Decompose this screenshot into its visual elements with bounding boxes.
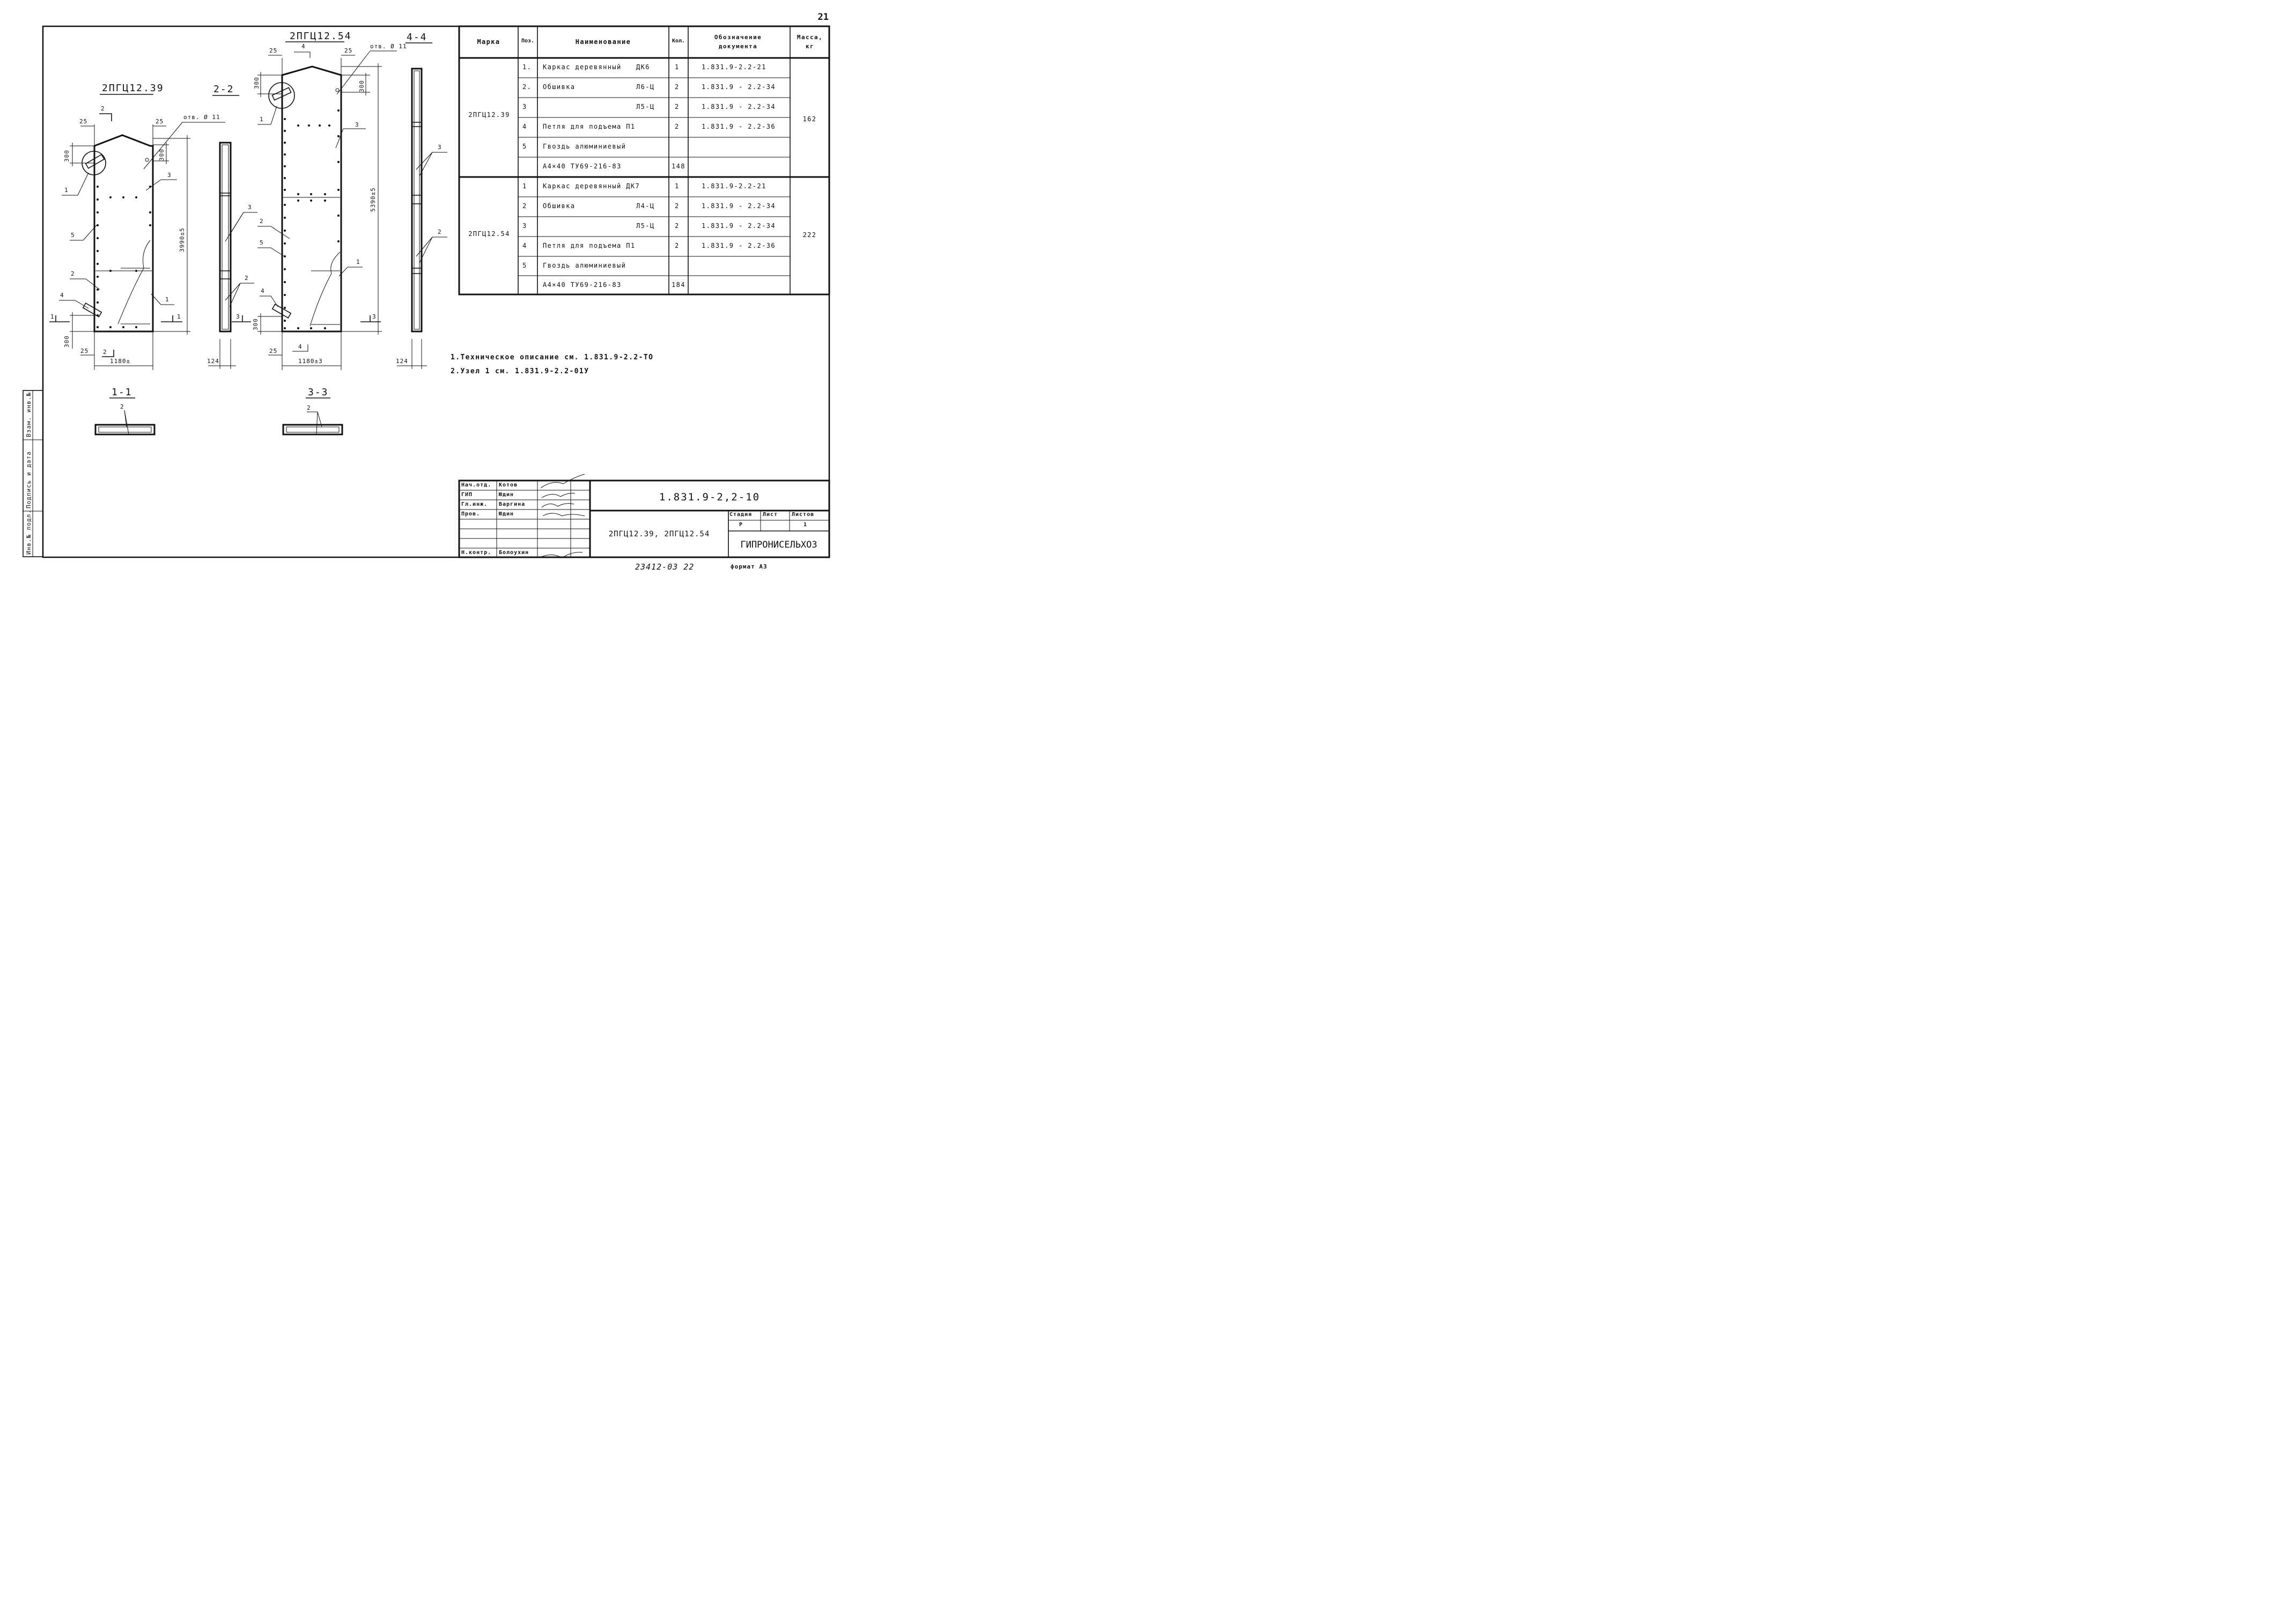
s22-callout-3: 3 <box>248 204 252 211</box>
tb-name-3: Юдин <box>499 511 514 517</box>
dim-1180-p2: 1180±3 <box>298 358 323 365</box>
row-qty: 1 <box>675 182 680 190</box>
s11-callout-2: 2 <box>120 403 124 410</box>
row-qty: 2 <box>675 202 680 210</box>
table-row <box>459 98 829 117</box>
section-mark-1-right: 1 <box>177 313 181 320</box>
p2-callout-4: 4 <box>261 287 265 294</box>
section-3-3 <box>283 387 342 434</box>
s22-callout-2: 2 <box>245 275 249 282</box>
p2-callout-3: 3 <box>355 121 359 128</box>
note-2: 2.Узел 1 см. 1.831.9-2.2-01У <box>451 367 589 375</box>
dim-300-p2-right: 300 <box>358 80 365 92</box>
tb-name-1: Юдин <box>499 492 514 498</box>
dim-25-p2-bottom: 25 <box>269 348 278 355</box>
tb-role-2: Гл.инж. <box>461 501 488 507</box>
row-qty: 148 <box>672 163 685 170</box>
row-name: Обшивка <box>543 202 576 210</box>
row-qty: 2 <box>675 83 680 91</box>
tb-name-2: Варгина <box>499 501 526 507</box>
section-2-2 <box>207 84 257 369</box>
header-pos: Поз. <box>521 38 535 44</box>
row-doc: 1.831.9 - 2.2-34 <box>702 103 776 110</box>
dim-5390: 5390±5 <box>370 187 377 212</box>
dim-300-p1-bottom: 300 <box>63 335 70 348</box>
group2-mark: 2ПГЦ12.54 <box>468 230 510 238</box>
spec-table <box>459 26 829 294</box>
stamp-inv-orig: Инв.№ подл. <box>25 510 32 555</box>
table-row <box>459 237 829 256</box>
row-pos: 3 <box>522 222 527 230</box>
s44-callout-3: 3 <box>438 144 442 151</box>
row-name: Петля для подъема П1 <box>543 242 636 249</box>
format-label: формат А3 <box>731 563 768 570</box>
section-1-1 <box>95 387 154 434</box>
page-number: 21 <box>817 12 829 23</box>
table-row <box>459 157 829 177</box>
table-row <box>459 58 829 78</box>
dim-3990: 3990±5 <box>179 227 186 252</box>
tb-name-6: Болоухин <box>499 550 529 556</box>
p1-callout-1: 1 <box>64 187 69 194</box>
row-pos: 2 <box>522 202 527 210</box>
row-doc: 1.831.9-2.2-21 <box>702 182 766 190</box>
row-doc: 1.831.9-2.2-21 <box>702 63 766 71</box>
dim-25-p1-left: 25 <box>79 118 88 125</box>
row-name: Гвоздь алюминиевый <box>543 143 626 150</box>
s33-callout-2: 2 <box>307 404 311 411</box>
dim-4-p2-top: 4 <box>301 43 306 50</box>
title-block <box>459 481 829 557</box>
row-pos: 1. <box>522 63 532 71</box>
dim-25-p1-bottom: 25 <box>80 348 89 355</box>
row-pos: 4 <box>522 123 527 130</box>
p1-callout-3: 3 <box>167 172 172 179</box>
tb-role-6: Н.контр. <box>461 550 492 556</box>
header-mass: Масса, кг <box>797 34 823 50</box>
s44-callout-2: 2 <box>438 228 442 235</box>
table-row <box>459 177 829 197</box>
org-name: ГИПРОНИСЕЛЬХОЗ <box>740 540 817 550</box>
p2-callout-5: 5 <box>260 239 264 246</box>
table-row <box>459 117 829 137</box>
section-4-4-title: 4-4 <box>407 32 427 43</box>
doc-code: 1.831.9-2,2-10 <box>659 491 761 503</box>
p2-callout-1b: 1 <box>356 259 360 265</box>
stamp-replace-inv: Взам. инв.№ <box>25 392 32 437</box>
row-qty: 2 <box>675 222 680 230</box>
p1-callout-4: 4 <box>60 292 64 299</box>
row-doc: 1.831.9 - 2.2-34 <box>702 83 776 91</box>
note-1: 1.Техническое описание см. 1.831.9-2.2-ТО <box>451 353 654 361</box>
stamp-signature-date: Подпись и дата <box>25 451 32 508</box>
p1-callout-1b: 1 <box>165 296 169 303</box>
stage-value: Р <box>739 522 743 528</box>
group2-mass: 222 <box>802 231 817 239</box>
panel-2pgc1254 <box>252 31 407 370</box>
group1-mass: 162 <box>802 115 817 123</box>
row-doc: 1.831.9 - 2.2-34 <box>702 222 776 230</box>
header-mark: Марка <box>477 38 500 46</box>
row-qty: 184 <box>672 281 685 289</box>
row-qty: 2 <box>675 123 680 130</box>
s22-mark-3: 3 <box>236 313 240 320</box>
tb-name-0: Котов <box>499 482 518 488</box>
sheets-value: 1 <box>803 522 808 528</box>
sheet-label: Лист <box>763 512 778 518</box>
section-4-4 <box>396 32 447 369</box>
row-code: Л6-Ц <box>636 83 655 91</box>
dim-1180-p1: 1180± <box>110 358 131 365</box>
row-code: Л4-Ц <box>636 202 655 210</box>
dim-25-p1-right: 25 <box>156 118 164 125</box>
section-mark-2-top: 2 <box>101 105 105 112</box>
row-pos: 2. <box>522 83 532 91</box>
row-name: Гвоздь алюминиевый <box>543 262 626 269</box>
section-mark-1-left: 1 <box>50 313 55 320</box>
row-name: А4×40 ТУ69-216-83 <box>543 163 622 170</box>
dim-124-s44: 124 <box>396 358 408 365</box>
p2-mark-3: 3 <box>372 313 377 320</box>
section-3-3-title: 3-3 <box>308 387 329 398</box>
panel1-title: 2ПГЦ12.39 <box>102 83 164 94</box>
table-row <box>459 276 829 294</box>
row-code: Л5-Ц <box>636 222 655 230</box>
table-row <box>459 256 829 276</box>
row-qty: 2 <box>675 242 680 249</box>
archive-number: 23412-03 22 <box>635 562 695 572</box>
p2-callout-1: 1 <box>260 116 264 123</box>
group1-mark: 2ПГЦ12.39 <box>468 111 510 119</box>
left-stamp <box>23 390 43 557</box>
dim-300-p1-top: 300 <box>63 150 70 162</box>
row-name: Обшивка <box>543 83 576 91</box>
row-pos: 5 <box>522 262 527 269</box>
stage-label: Стадия <box>729 512 753 518</box>
tb-role-1: ГИП <box>461 492 473 498</box>
row-qty: 2 <box>675 103 680 110</box>
section-1-1-title: 1-1 <box>112 387 132 398</box>
row-doc: 1.831.9 - 2.2-36 <box>702 123 776 130</box>
tb-role-3: Пров. <box>461 511 481 517</box>
row-qty: 1 <box>675 63 680 71</box>
table-row <box>459 78 829 98</box>
header-name: Наименование <box>575 38 631 46</box>
notes <box>451 351 653 379</box>
hole-label-p2: отв. Ø 11 <box>370 43 407 50</box>
tb-role-0: Нач.отд. <box>461 482 492 488</box>
dim-25-p2-right: 25 <box>344 47 353 54</box>
row-name: А4×40 ТУ69-216-83 <box>543 281 622 289</box>
row-doc: 1.831.9 - 2.2-36 <box>702 242 776 249</box>
dim-300-p2-bottom: 300 <box>252 318 259 330</box>
header-doc: Обозначение документа <box>714 34 762 50</box>
row-pos: 1 <box>522 182 527 190</box>
header-qty: Кол. <box>672 38 685 44</box>
row-pos: 3 <box>522 103 527 110</box>
panel-2pgc1239 <box>49 83 225 370</box>
row-name: Петля для подъема П1 <box>543 123 636 130</box>
hole-label-p1: отв. Ø 11 <box>183 114 220 121</box>
dim-124-s22: 124 <box>207 358 219 365</box>
p1-callout-2: 2 <box>71 270 75 277</box>
dim-4-p2-bottom: 4 <box>298 343 303 350</box>
row-name: Каркас деревянный ДК7 <box>543 182 640 190</box>
table-row <box>459 197 829 217</box>
dim-300-p2-left: 300 <box>253 77 260 89</box>
panel2-title: 2ПГЦ12.54 <box>290 31 352 42</box>
row-pos: 5 <box>522 143 527 150</box>
row-name: Каркас деревянный <box>543 63 622 71</box>
table-row <box>459 137 829 157</box>
row-code: Л5-Ц <box>636 103 655 110</box>
drawing-title: 2ПГЦ12.39, 2ПГЦ12.54 <box>608 530 710 538</box>
table-row <box>459 217 829 237</box>
sheets-label: Листов <box>792 512 815 518</box>
row-code: ДК6 <box>636 63 650 71</box>
p1-callout-5: 5 <box>71 232 75 239</box>
dim-25-p2-left: 25 <box>269 47 278 54</box>
dim-300-p1-right: 300 <box>158 149 165 161</box>
row-doc: 1.831.9 - 2.2-34 <box>702 202 776 210</box>
section-mark-2-bottom: 2 <box>103 349 107 356</box>
p2-callout-2: 2 <box>260 218 264 225</box>
row-pos: 4 <box>522 242 527 249</box>
section-2-2-title: 2-2 <box>213 84 234 95</box>
